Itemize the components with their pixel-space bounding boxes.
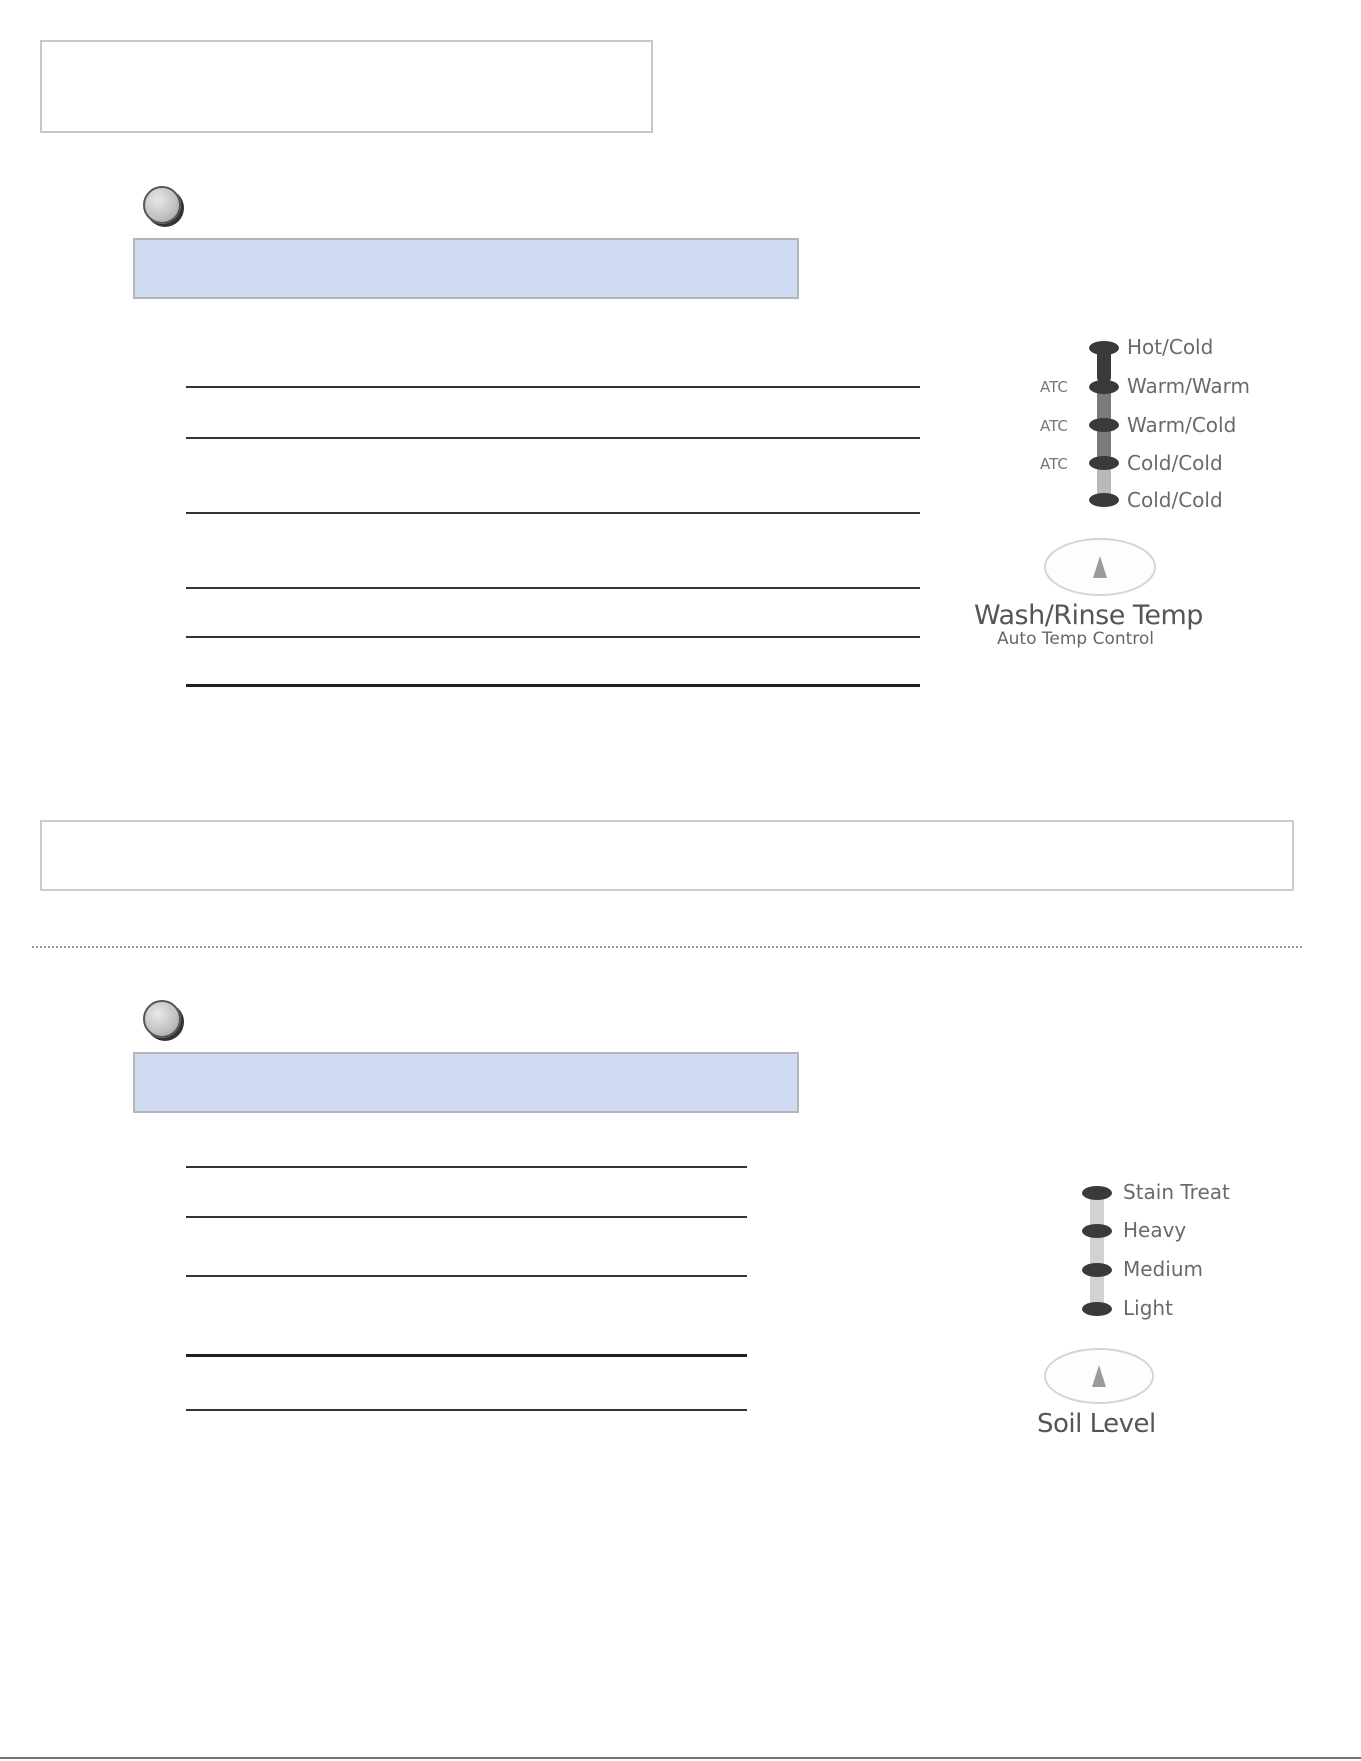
indicator-dot bbox=[1089, 456, 1119, 470]
table-rule bbox=[186, 1275, 747, 1277]
up-arrow-icon bbox=[1093, 556, 1107, 578]
atc-label: ATC bbox=[1040, 417, 1068, 435]
atc-label: ATC bbox=[1040, 455, 1068, 473]
soil-setting-label: Medium bbox=[1123, 1257, 1203, 1281]
temp-select-button[interactable] bbox=[1044, 538, 1156, 596]
temp-setting-label: Warm/Warm bbox=[1127, 374, 1250, 398]
temp-setting-label: Cold/Cold bbox=[1127, 488, 1223, 512]
section-bar-soil bbox=[133, 1052, 799, 1113]
soil-setting-label: Stain Treat bbox=[1123, 1180, 1230, 1204]
table-rule bbox=[186, 587, 920, 589]
panel-title: Wash/Rinse Temp bbox=[974, 600, 1203, 631]
soil-level-panel bbox=[1020, 1180, 1280, 1450]
section-bar-temp bbox=[133, 238, 799, 299]
table-rule bbox=[186, 512, 920, 514]
note-box bbox=[40, 820, 1294, 891]
temp-setting-label: Hot/Cold bbox=[1127, 335, 1214, 359]
table-rule bbox=[186, 1216, 747, 1218]
indicator-dot bbox=[1082, 1186, 1112, 1200]
table-rule bbox=[186, 1409, 747, 1411]
indicator-track bbox=[1090, 1189, 1104, 1314]
wash-rinse-temp-panel bbox=[974, 330, 1280, 660]
soil-select-button[interactable] bbox=[1044, 1348, 1154, 1404]
up-arrow-icon bbox=[1092, 1365, 1106, 1387]
step-marker-icon bbox=[143, 186, 181, 224]
table-rule bbox=[186, 386, 920, 388]
indicator-dot bbox=[1089, 418, 1119, 432]
panel-subtitle: Auto Temp Control bbox=[997, 629, 1155, 649]
table-rule bbox=[186, 636, 920, 638]
indicator-dot bbox=[1082, 1263, 1112, 1277]
step-marker-icon bbox=[143, 1000, 181, 1038]
section-divider bbox=[32, 946, 1302, 948]
indicator-dot bbox=[1089, 380, 1119, 394]
table-rule bbox=[186, 1354, 747, 1357]
atc-label: ATC bbox=[1040, 378, 1068, 396]
panel-title: Soil Level bbox=[1037, 1409, 1156, 1439]
table-rule bbox=[186, 437, 920, 439]
table-rule bbox=[186, 684, 920, 687]
soil-setting-label: Light bbox=[1123, 1296, 1173, 1320]
indicator-dot bbox=[1089, 341, 1119, 355]
indicator-dot bbox=[1089, 493, 1119, 507]
temp-setting-label: Warm/Cold bbox=[1127, 413, 1237, 437]
indicator-dot bbox=[1082, 1302, 1112, 1316]
table-rule bbox=[186, 1166, 747, 1168]
temp-setting-label: Cold/Cold bbox=[1127, 451, 1223, 475]
header-box bbox=[40, 40, 653, 133]
page-bottom-rule bbox=[0, 1757, 1361, 1759]
soil-setting-label: Heavy bbox=[1123, 1218, 1187, 1242]
indicator-dot bbox=[1082, 1224, 1112, 1238]
